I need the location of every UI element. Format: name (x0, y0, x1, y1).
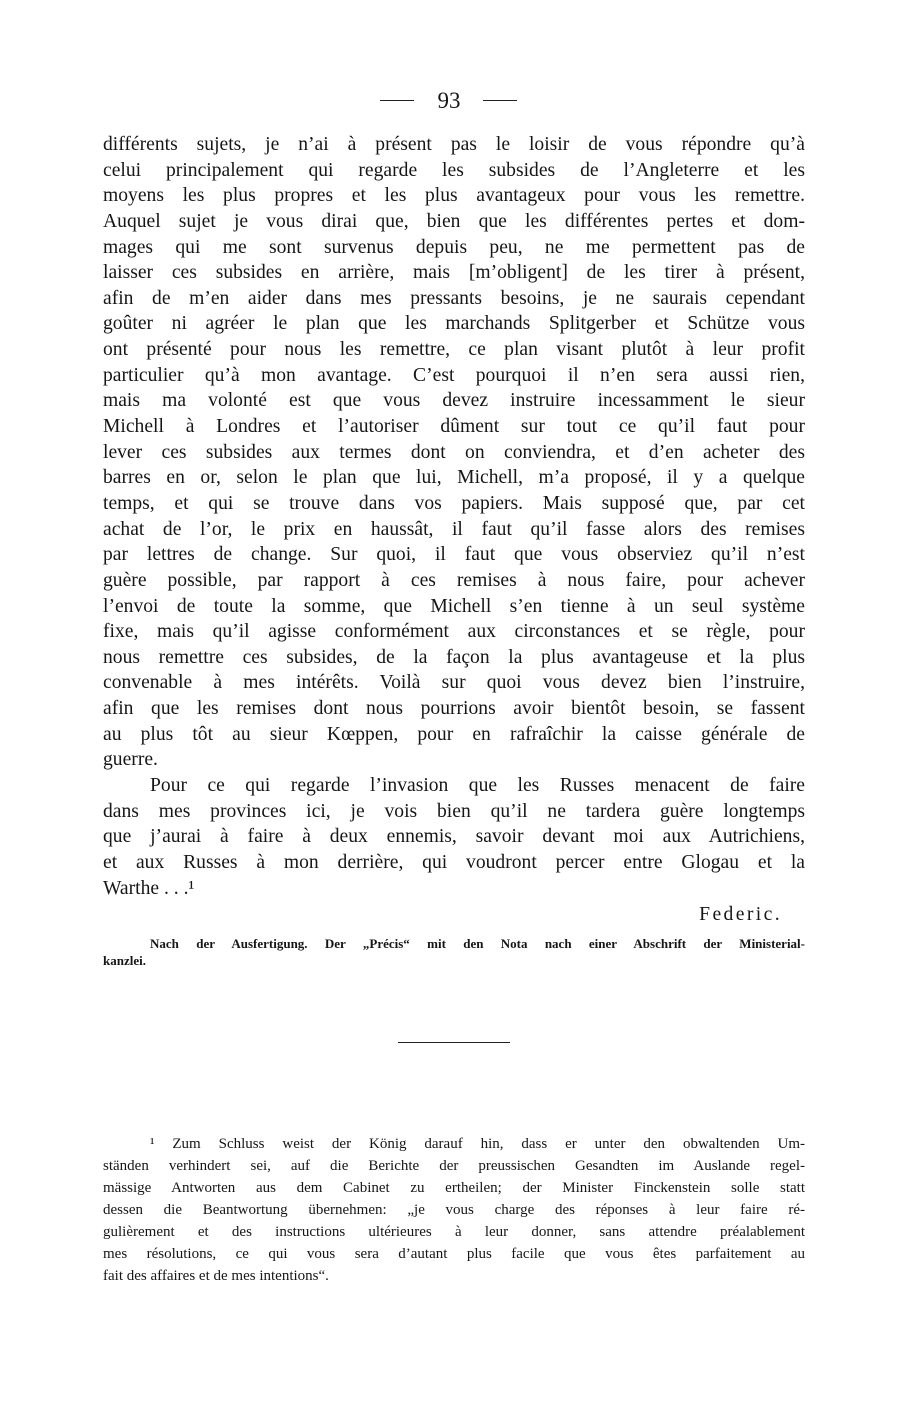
letter-line: temps, et qui se trouve dans vos papiers. Mais supposé que, par cet (103, 492, 805, 514)
letter-line: mais ma volonté est que vous devez instruire incessamment le sieur (103, 390, 805, 412)
letter-line: mages qui me sont survenus depuis peu, ne me permettent pas de (103, 236, 805, 258)
letter-line: particulier qu’à mon avantage. C’est pourquoi il n’en sera aussi rien, (103, 364, 805, 386)
footnote-divider (398, 1042, 510, 1043)
letter-line: celui principalement qui regarde les subsides de l’Angleterre et les (103, 159, 805, 181)
letter-line: barres en or, selon le plan que lui, Michell, m’a proposé, il y a quelque (103, 467, 805, 489)
letter-line: convenable à mes intérêts. Voilà sur quoi vous devez bien l’instruire, (103, 672, 805, 694)
letter-line: Warthe . . .¹ (103, 877, 195, 899)
letter-line: que j’aurai à faire à deux ennemis, savoir devant moi aux Autrichiens, (103, 826, 805, 848)
letter-line: lever ces subsides aux termes dont on conviendra, et d’en acheter des (103, 441, 805, 463)
footnote-line: ständen verhindert sei, auf die Berichte der preussischen Gesandten im Auslande regel- (103, 1158, 805, 1174)
source-note-line: kanzlei. (103, 953, 146, 968)
letter-line: moyens les plus propres et les plus avantageux pour vous les remettre. (103, 185, 805, 207)
footnote-line: dessen die Beantwortung übernehmen: „je vous charge des réponses à leur faire ré- (103, 1202, 805, 1218)
letter-line: par lettres de change. Sur quoi, il faut que vous observiez qu’il n’est (103, 544, 805, 566)
letter-line: Pour ce qui regarde l’invasion que les Russes menacent de faire (150, 775, 805, 797)
letter-line: au plus tôt au sieur Kœppen, pour en rafraîchir la caisse générale de (103, 723, 805, 745)
letter-line: Michell à Londres et l’autoriser dûment sur tout ce qu’il faut pour (103, 416, 805, 438)
footnote (103, 1133, 805, 1287)
letter-line: fixe, mais qu’il agisse conformément aux circonstances et se règle, pour (103, 621, 805, 643)
page-header (0, 86, 900, 120)
letter-body (103, 132, 805, 901)
page-number-dash-left (380, 100, 414, 101)
letter-line: afin que les remises dont nous pourrions avoir bientôt besoin, se fassent (103, 698, 805, 720)
letter-line: achat de l’or, le prix en haussât, il faut qu’il fasse alors des remises (103, 518, 805, 540)
letter-line: laisser ces subsides en arrière, mais [m’obligent] de les tirer à présent, (103, 262, 805, 284)
footnote-line: ¹ Zum Schluss weist der König darauf hin, dass er unter den obwaltenden Um- (150, 1136, 805, 1152)
source-note-line: Nach der Ausfertigung. Der „Précis“ mit den Nota nach einer Abschrift der Ministerial- (150, 936, 805, 951)
footnote-line: mässige Antworten aus dem Cabinet zu ertheilen; der Minister Finckenstein solle statt (103, 1180, 805, 1196)
letter-line: différents sujets, je n’ai à présent pas le loisir de vous répondre qu’à (103, 134, 805, 155)
letter-line: ont présenté pour nous les remettre, ce plan visant plutôt à leur profit (103, 339, 805, 361)
source-note (103, 935, 805, 969)
page-number: 93 (437, 88, 461, 113)
letter-line: goûter ni agréer le plan que les marchands Splitgerber et Schütze vous (103, 313, 805, 335)
letter-line: nous remettre ces subsides, de la façon la plus avantageuse et la plus (103, 646, 805, 668)
letter-line: afin de m’en aider dans mes pressants besoins, je ne saurais cependant (103, 287, 805, 309)
page-number-dash-right (483, 100, 517, 101)
footnote-line: mes résolutions, ce qui vous sera d’autant plus facile que vous êtes parfaitement au (103, 1246, 805, 1262)
letter-line: l’envoi de toute la somme, que Michell s’en tienne à un seul système (103, 595, 805, 617)
footnote-line: gulièrement et des instructions ultérieures à leur donner, sans attendre préalablement (103, 1224, 805, 1240)
footnote-line: fait des affaires et de mes intentions“. (103, 1268, 329, 1284)
letter-line: guerre. (103, 749, 158, 771)
letter-line: dans mes provinces ici, je vois bien qu’il ne tardera guère longtemps (103, 800, 805, 822)
letter-line: Auquel sujet je vous dirai que, bien que les différentes pertes et dom- (103, 210, 805, 232)
letter-line: guère possible, par rapport à ces remises à nous faire, pour achever (103, 569, 805, 591)
letter-line: et aux Russes à mon derrière, qui voudront percer entre Glogau et la (103, 851, 805, 873)
signature: Federic. (699, 904, 782, 925)
